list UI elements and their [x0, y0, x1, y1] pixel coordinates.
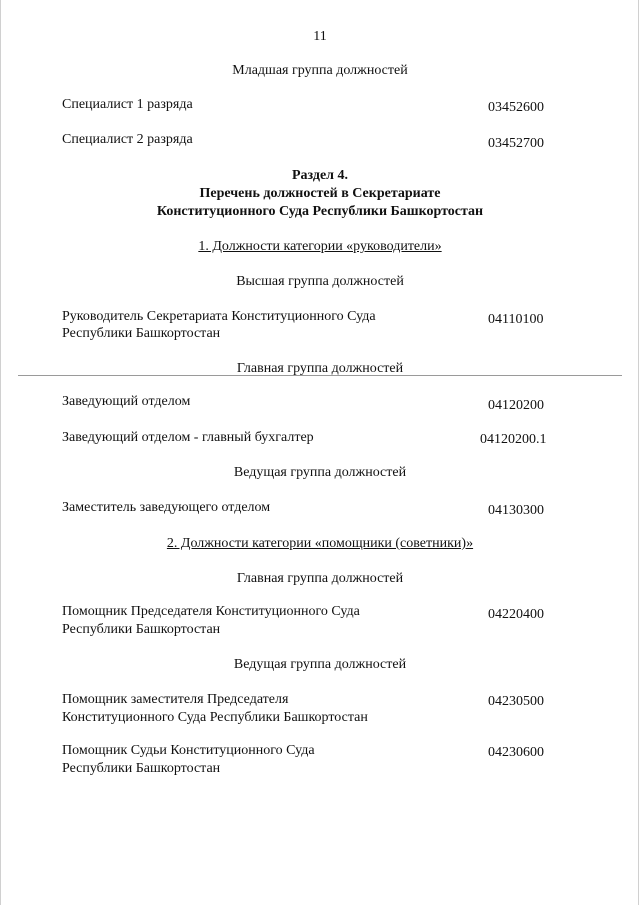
position-code: 04220400: [488, 607, 544, 622]
position-name: Руководитель Секретариата Конституционного Суда: [62, 309, 376, 324]
group-heading-main: Главная группа должностей: [236, 571, 404, 586]
position-name: Заместитель заведующего отделом: [62, 500, 271, 515]
position-name-continued: Республики Башкортостан: [62, 761, 221, 776]
position-name: Помощник заместителя Председателя: [62, 692, 289, 707]
group-heading-leading: Ведущая группа должностей: [233, 465, 407, 480]
scan-right-edge: [638, 0, 639, 905]
position-code: 04110100: [488, 312, 544, 327]
position-code: 04130300: [488, 503, 544, 518]
position-name-continued: Республики Башкортостан: [62, 622, 221, 637]
position-name: Помощник Председателя Конституционного Суда: [62, 604, 360, 619]
position-name-continued: Республики Башкортостан: [62, 326, 221, 341]
position-code: 04120200: [488, 398, 544, 413]
position-code: 04120200.1: [480, 432, 547, 447]
group-heading-highest: Высшая группа должностей: [236, 274, 404, 289]
scan-line-artifact: [18, 375, 622, 376]
category-2-title: 2. Должности категории «помощники (советники)»: [166, 536, 474, 551]
position-name: Заведующий отделом - главный бухгалтер: [62, 430, 314, 445]
category-1-title: 1. Должности категории «руководители»: [198, 239, 442, 254]
group-heading-junior: Младшая группа должностей: [232, 63, 408, 78]
page-number: 11: [313, 29, 327, 44]
position-code: 03452600: [488, 100, 544, 115]
position-name: Помощник Судьи Конституционного Суда: [62, 743, 315, 758]
position-name: Специалист 1 разряда: [62, 97, 193, 112]
position-name-continued: Конституционного Суда Республики Башкортостан: [62, 710, 368, 725]
group-heading-leading: Ведущая группа должностей: [233, 657, 407, 672]
group-heading-main: Главная группа должностей: [236, 361, 404, 376]
section-title-line1: Перечень должностей в Секретариате: [199, 186, 441, 201]
position-code: 04230500: [488, 694, 544, 709]
section-title-line2: Конституционного Суда Республики Башкортостан: [156, 204, 484, 219]
position-code: 04230600: [488, 745, 544, 760]
position-name: Заведующий отделом: [62, 394, 191, 409]
section-heading: Раздел 4.: [291, 168, 349, 183]
scan-left-edge: [0, 0, 1, 905]
position-name: Специалист 2 разряда: [62, 132, 193, 147]
position-code: 03452700: [488, 136, 544, 151]
